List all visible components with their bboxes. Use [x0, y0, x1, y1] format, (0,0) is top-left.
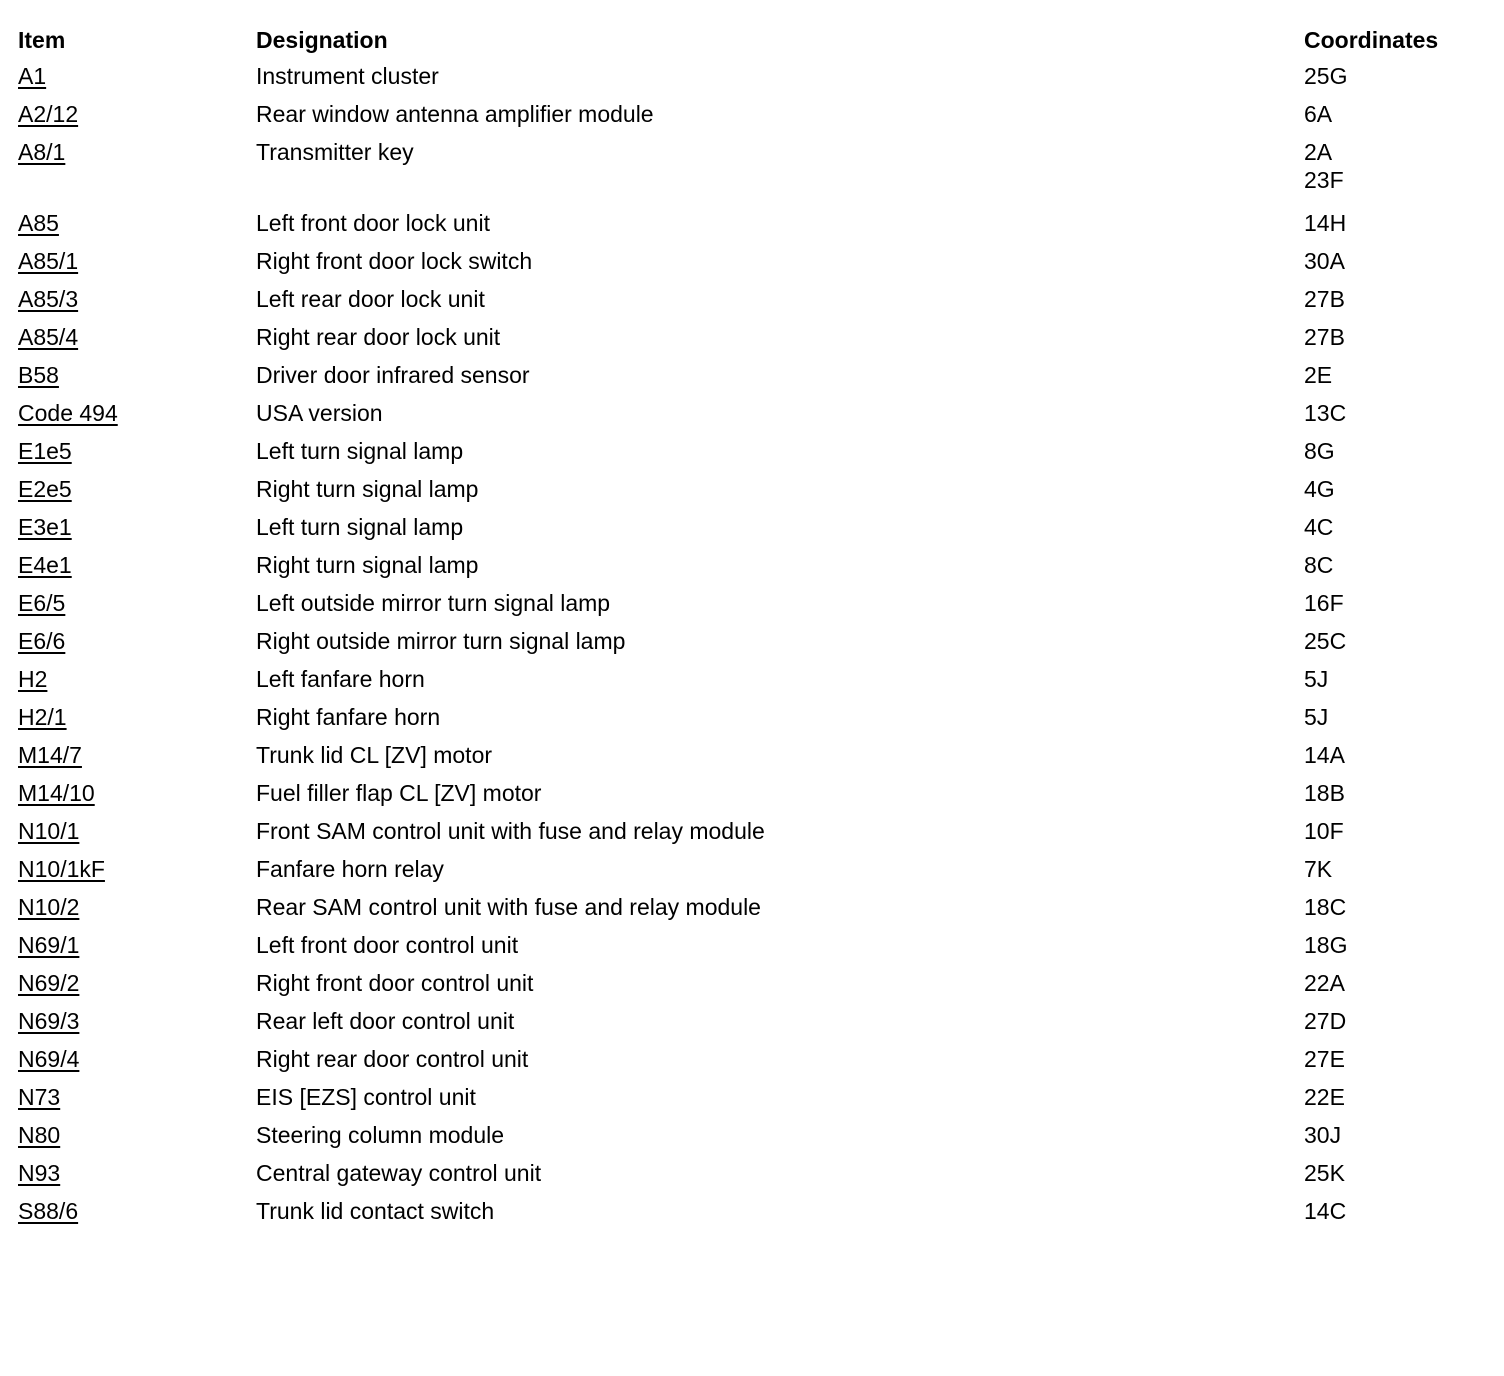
coordinate-value: 14C	[1304, 1198, 1347, 1224]
item-cell	[18, 1116, 256, 1154]
designation-cell: Right turn signal lamp	[256, 552, 479, 578]
coordinates-cell	[1304, 546, 1488, 584]
coordinate-value: 4C	[1304, 514, 1334, 540]
designation-cell: Right outside mirror turn signal lamp	[256, 628, 626, 654]
coordinate-value: 27E	[1304, 1046, 1345, 1072]
coordinates-cell	[1304, 584, 1488, 622]
coordinate-value: 2A	[1304, 139, 1333, 165]
table-row	[18, 1040, 1488, 1078]
designation-cell: Right fanfare horn	[256, 704, 441, 730]
designation-cell: EIS [EZS] control unit	[256, 1084, 476, 1110]
coordinate-value: 18G	[1304, 932, 1348, 958]
coordinate-value: 22E	[1304, 1084, 1345, 1110]
item-link[interactable]: N10/1kF	[18, 856, 105, 882]
table-row	[18, 774, 1488, 812]
item-link[interactable]: N10/1	[18, 818, 80, 844]
coordinate-value: 18C	[1304, 894, 1347, 920]
item-cell	[18, 95, 256, 133]
coordinates-cell	[1304, 1002, 1488, 1040]
coordinate-value: 14A	[1304, 742, 1345, 768]
coordinates-cell	[1304, 470, 1488, 508]
coordinate-value: 27D	[1304, 1008, 1347, 1034]
table-row	[18, 546, 1488, 584]
designation-cell: Right rear door control unit	[256, 1046, 529, 1072]
item-link[interactable]: M14/7	[18, 742, 82, 768]
coordinates-cell	[1304, 698, 1488, 736]
coordinate-value: 2E	[1304, 362, 1333, 388]
designation-cell: Right rear door lock unit	[256, 324, 501, 350]
coordinate-value: 4G	[1304, 476, 1335, 502]
designation-cell: Right front door control unit	[256, 970, 534, 996]
designation-cell: Rear window antenna amplifier module	[256, 101, 654, 127]
item-link[interactable]: E6/6	[18, 628, 66, 654]
table-row	[18, 1116, 1488, 1154]
coordinates-cell	[1304, 394, 1488, 432]
coordinate-value: 25C	[1304, 628, 1347, 654]
coordinate-value: 8C	[1304, 552, 1334, 578]
table-row	[18, 470, 1488, 508]
designation-cell: Rear left door control unit	[256, 1008, 515, 1034]
item-cell	[18, 432, 256, 470]
designation-cell: Rear SAM control unit with fuse and relay module	[256, 894, 761, 920]
item-cell	[18, 850, 256, 888]
table-row	[18, 850, 1488, 888]
coordinate-value: 7K	[1304, 856, 1333, 882]
item-cell	[18, 204, 256, 242]
coordinates-cell	[1304, 736, 1488, 774]
coordinates-column-header: Coordinates	[1304, 27, 1439, 53]
coordinate-value: 27B	[1304, 286, 1345, 312]
item-link[interactable]: S88/6	[18, 1198, 79, 1224]
table-row	[18, 926, 1488, 964]
item-cell	[18, 622, 256, 660]
item-link[interactable]: N69/3	[18, 1008, 80, 1034]
item-cell	[18, 1192, 256, 1230]
coordinates-cell	[1304, 242, 1488, 280]
legend-body	[18, 57, 1488, 1230]
designation-cell: Left turn signal lamp	[256, 438, 464, 464]
designation-cell: Left front door lock unit	[256, 210, 490, 236]
designation-cell: Central gateway control unit	[256, 1160, 542, 1186]
coordinate-value: 22A	[1304, 970, 1345, 996]
table-row	[18, 95, 1488, 133]
coordinates-cell	[1304, 318, 1488, 356]
item-cell	[18, 280, 256, 318]
item-link[interactable]: B58	[18, 362, 59, 388]
table-row	[18, 432, 1488, 470]
designation-cell: Left outside mirror turn signal lamp	[256, 590, 611, 616]
designation-cell: Instrument cluster	[256, 63, 439, 89]
item-link[interactable]: E3e1	[18, 514, 72, 540]
designation-cell: Fanfare horn relay	[256, 856, 444, 882]
coordinates-cell	[1304, 508, 1488, 546]
table-row	[18, 1002, 1488, 1040]
coordinate-value: 8G	[1304, 438, 1335, 464]
coordinates-cell	[1304, 133, 1488, 204]
table-row	[18, 1078, 1488, 1116]
coordinate-value: 30J	[1304, 1122, 1342, 1148]
coordinates-cell	[1304, 622, 1488, 660]
item-link[interactable]: Code 494	[18, 400, 118, 426]
item-cell	[18, 698, 256, 736]
designation-cell: Driver door infrared sensor	[256, 362, 530, 388]
coordinates-cell	[1304, 1192, 1488, 1230]
coordinates-cell	[1304, 204, 1488, 242]
component-legend-table	[18, 24, 1488, 1230]
item-cell	[18, 1078, 256, 1116]
coordinate-value: 27B	[1304, 324, 1345, 350]
item-cell	[18, 133, 256, 204]
item-cell	[18, 926, 256, 964]
item-link[interactable]: N69/2	[18, 970, 80, 996]
item-cell	[18, 318, 256, 356]
item-cell	[18, 812, 256, 850]
item-cell	[18, 1040, 256, 1078]
coordinates-cell	[1304, 812, 1488, 850]
table-row	[18, 242, 1488, 280]
coordinates-cell	[1304, 280, 1488, 318]
designation-cell: Front SAM control unit with fuse and relay module	[256, 818, 765, 844]
item-link[interactable]: H2	[18, 666, 48, 692]
designation-column-header: Designation	[256, 27, 388, 53]
coordinate-value: 16F	[1304, 590, 1344, 616]
table-row	[18, 356, 1488, 394]
item-link[interactable]: E2e5	[18, 476, 72, 502]
item-cell	[18, 508, 256, 546]
coordinates-cell	[1304, 964, 1488, 1002]
coordinates-cell	[1304, 926, 1488, 964]
table-row	[18, 280, 1488, 318]
coordinates-cell	[1304, 95, 1488, 133]
table-row	[18, 964, 1488, 1002]
designation-cell: Steering column module	[256, 1122, 505, 1148]
coordinates-cell	[1304, 356, 1488, 394]
item-cell	[18, 356, 256, 394]
table-row	[18, 204, 1488, 242]
table-row	[18, 812, 1488, 850]
coordinates-cell	[1304, 888, 1488, 926]
coordinates-cell	[1304, 1116, 1488, 1154]
item-cell	[18, 394, 256, 432]
item-link[interactable]: E6/5	[18, 590, 66, 616]
item-link[interactable]: A85/4	[18, 324, 79, 350]
item-link[interactable]: A85	[18, 210, 59, 236]
item-link[interactable]: H2/1	[18, 704, 67, 730]
coordinates-cell	[1304, 57, 1488, 95]
item-cell	[18, 888, 256, 926]
item-cell	[18, 584, 256, 622]
coordinates-cell	[1304, 432, 1488, 470]
header-row	[18, 24, 1488, 57]
designation-cell: Left front door control unit	[256, 932, 519, 958]
item-link[interactable]: E4e1	[18, 552, 72, 578]
coordinates-cell	[1304, 1154, 1488, 1192]
item-link[interactable]: A1	[18, 63, 47, 89]
table-row	[18, 133, 1488, 204]
item-cell	[18, 1002, 256, 1040]
coordinates-cell	[1304, 1040, 1488, 1078]
table-row	[18, 508, 1488, 546]
designation-cell: Trunk lid contact switch	[256, 1198, 495, 1224]
item-link[interactable]: N73	[18, 1084, 61, 1110]
designation-cell: Left rear door lock unit	[256, 286, 485, 312]
item-link[interactable]: E1e5	[18, 438, 72, 464]
designation-cell: Left turn signal lamp	[256, 514, 464, 540]
item-cell	[18, 242, 256, 280]
table-row	[18, 660, 1488, 698]
designation-cell: Transmitter key	[256, 139, 414, 165]
coordinates-cell	[1304, 660, 1488, 698]
designation-cell: Right turn signal lamp	[256, 476, 479, 502]
designation-cell: Left fanfare horn	[256, 666, 425, 692]
item-cell	[18, 470, 256, 508]
table-row	[18, 57, 1488, 95]
coordinates-cell	[1304, 850, 1488, 888]
item-cell	[18, 1154, 256, 1192]
item-link[interactable]: N10/2	[18, 894, 80, 920]
coordinate-value: 25K	[1304, 1160, 1345, 1186]
coordinate-value: 14H	[1304, 210, 1347, 236]
coordinate-value: 13C	[1304, 400, 1347, 426]
table-row	[18, 1154, 1488, 1192]
item-link[interactable]: M14/10	[18, 780, 95, 806]
designation-cell: Trunk lid CL [ZV] motor	[256, 742, 493, 768]
item-link[interactable]: N80	[18, 1122, 61, 1148]
coordinate-value: 25G	[1304, 63, 1348, 89]
table-row	[18, 698, 1488, 736]
coordinate-value: 18B	[1304, 780, 1345, 806]
item-link[interactable]: A85/3	[18, 286, 79, 312]
table-row	[18, 318, 1488, 356]
item-cell	[18, 57, 256, 95]
table-row	[18, 394, 1488, 432]
table-row	[18, 584, 1488, 622]
item-cell	[18, 660, 256, 698]
table-row	[18, 622, 1488, 660]
item-cell	[18, 736, 256, 774]
coordinate-value: 6A	[1304, 101, 1333, 127]
table-row	[18, 1192, 1488, 1230]
item-link[interactable]: N69/4	[18, 1046, 80, 1072]
item-cell	[18, 964, 256, 1002]
item-link[interactable]: N69/1	[18, 932, 80, 958]
designation-cell: USA version	[256, 400, 383, 426]
coordinate-value: 10F	[1304, 818, 1344, 844]
item-link[interactable]: A85/1	[18, 248, 79, 274]
coordinate-value: 5J	[1304, 704, 1329, 730]
item-cell	[18, 774, 256, 812]
coordinate-value: 23F	[1304, 167, 1344, 193]
table-row	[18, 736, 1488, 774]
designation-cell: Right front door lock switch	[256, 248, 533, 274]
coordinate-value: 30A	[1304, 248, 1345, 274]
designation-cell: Fuel filler flap CL [ZV] motor	[256, 780, 542, 806]
item-link[interactable]: A2/12	[18, 101, 79, 127]
coordinates-cell	[1304, 774, 1488, 812]
item-cell	[18, 546, 256, 584]
item-column-header: Item	[18, 27, 66, 53]
table-row	[18, 888, 1488, 926]
item-link[interactable]: A8/1	[18, 139, 66, 165]
item-link[interactable]: N93	[18, 1160, 61, 1186]
coordinates-cell	[1304, 1078, 1488, 1116]
coordinate-value: 5J	[1304, 666, 1329, 692]
